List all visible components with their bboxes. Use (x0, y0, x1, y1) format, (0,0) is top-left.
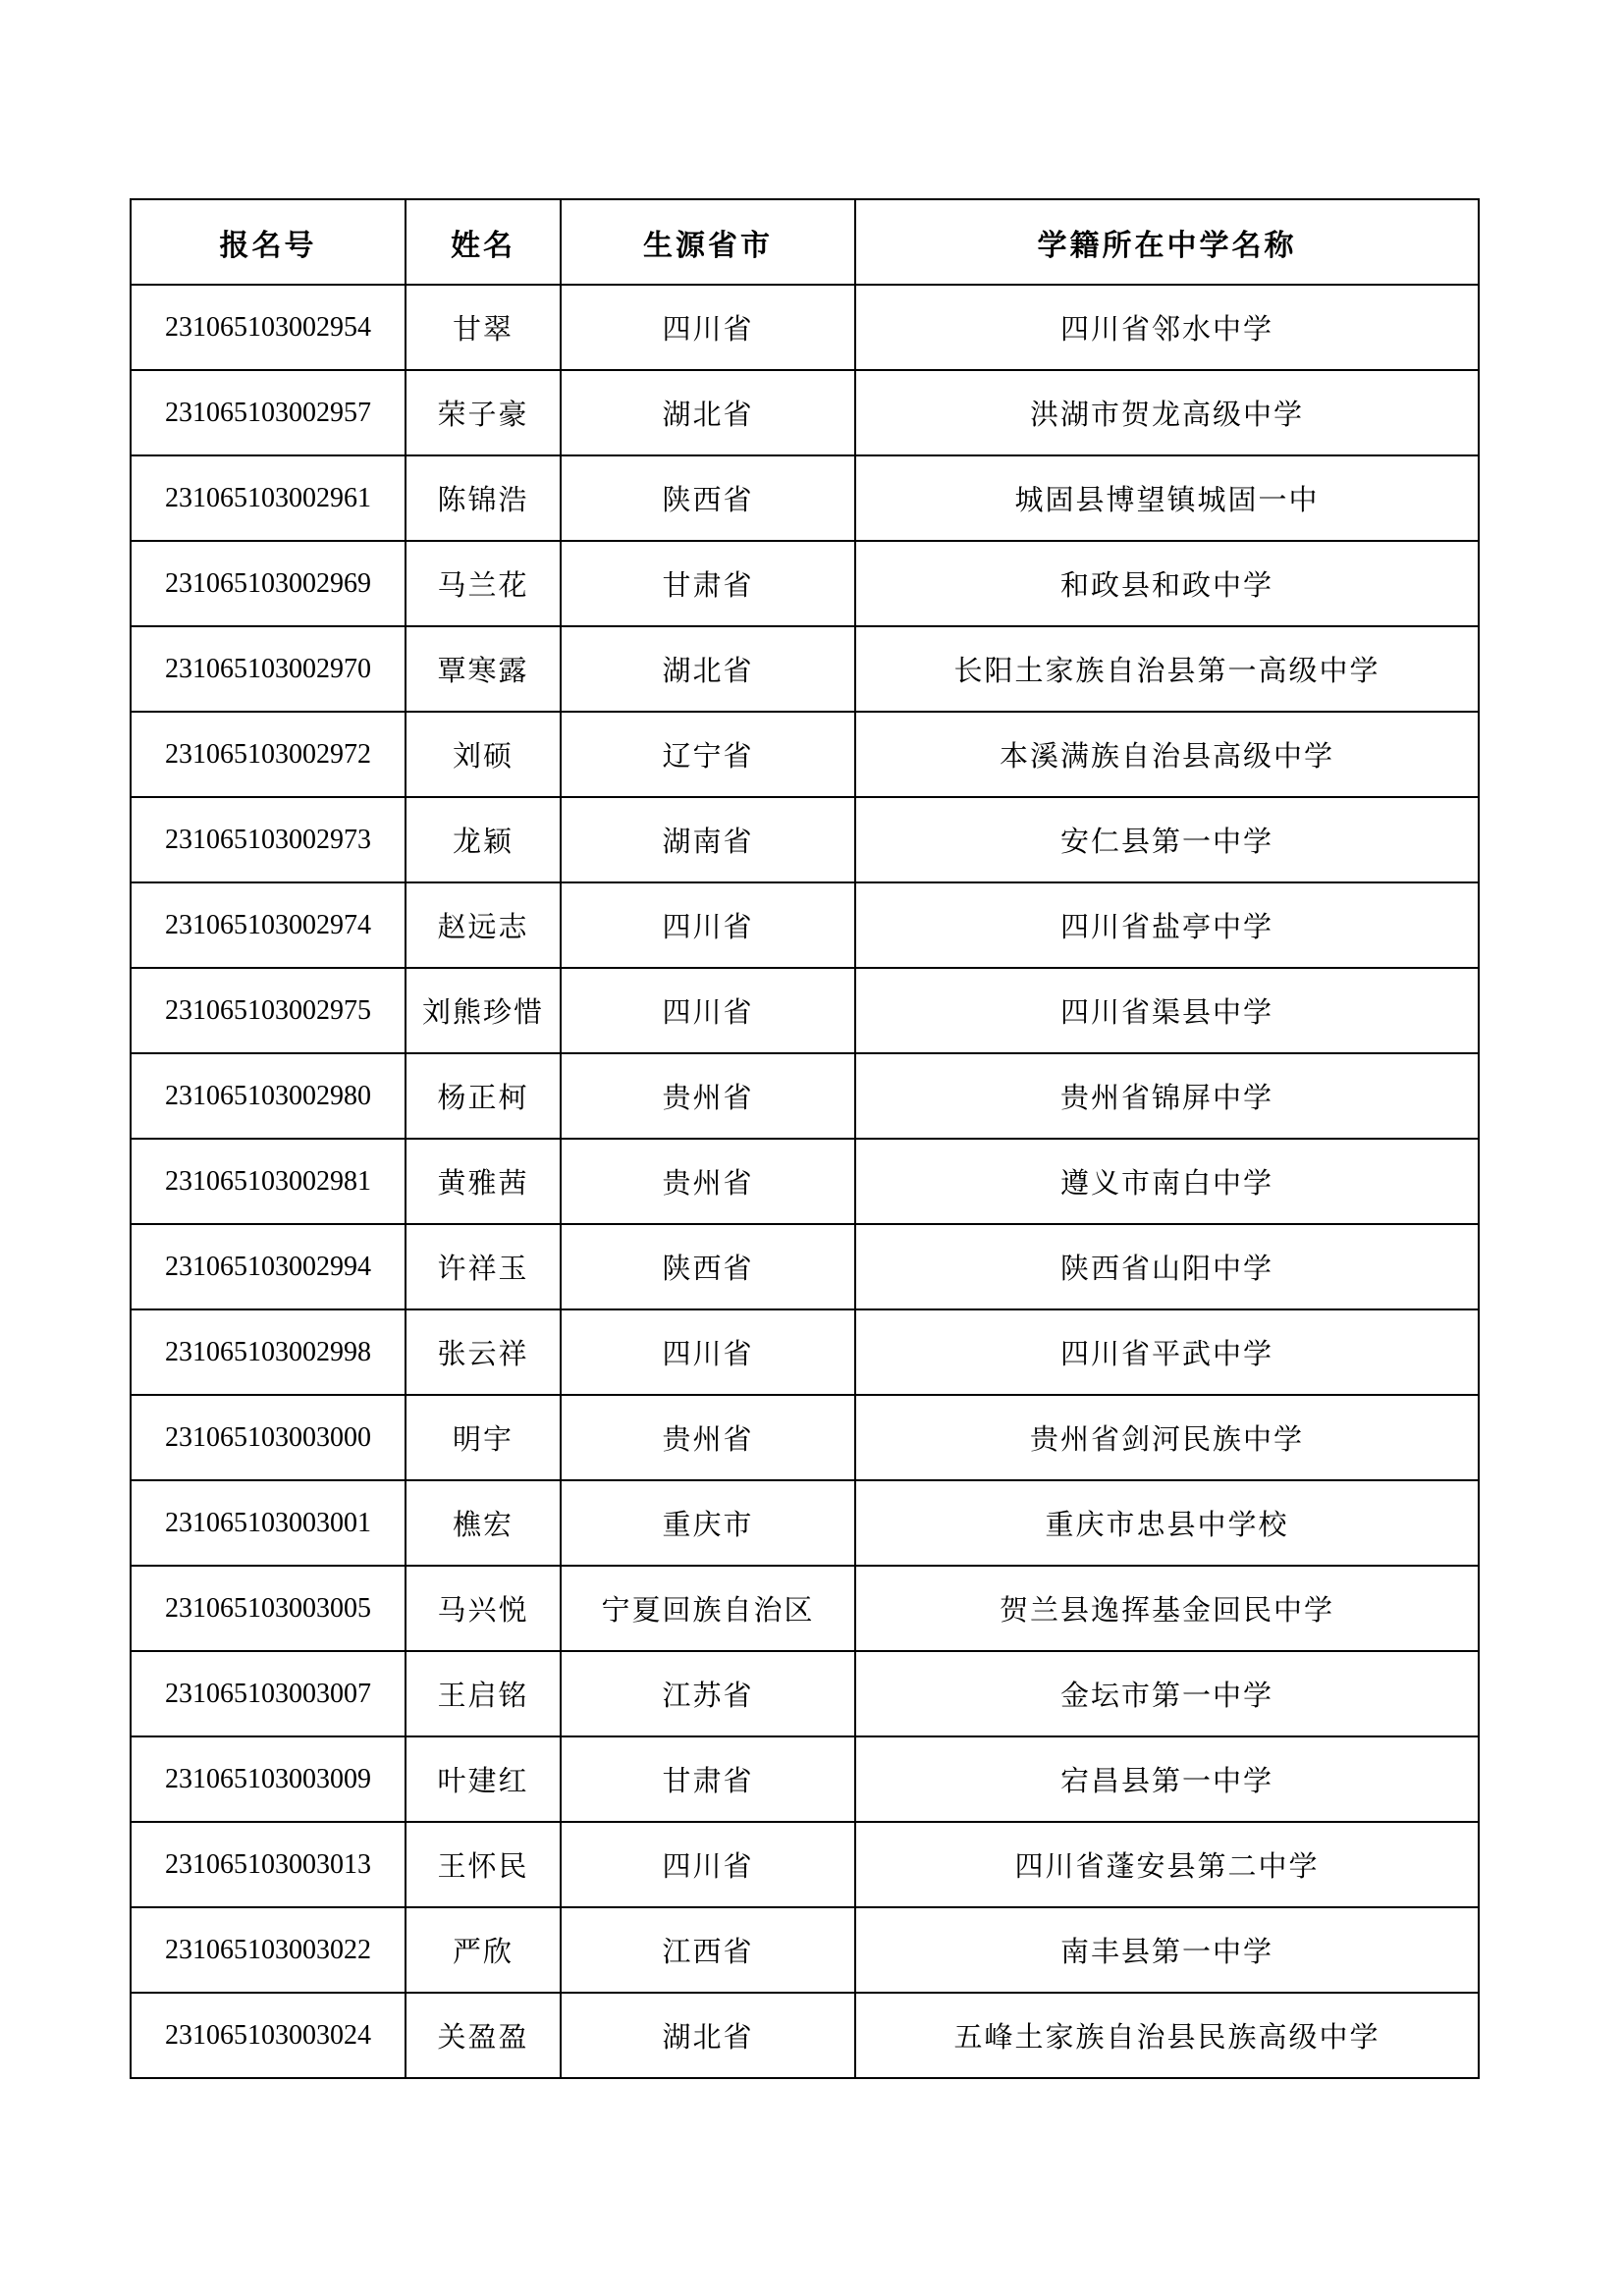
cell-province: 甘肃省 (561, 541, 855, 626)
cell-name: 赵远志 (406, 882, 561, 968)
cell-name: 龙颖 (406, 797, 561, 882)
cell-name: 明宇 (406, 1395, 561, 1480)
table-row (131, 1309, 1479, 1395)
table-row (131, 370, 1479, 455)
cell-school: 贺兰县逸挥基金回民中学 (855, 1566, 1479, 1651)
cell-name: 荣子豪 (406, 370, 561, 455)
cell-province: 贵州省 (561, 1139, 855, 1224)
cell-school: 四川省蓬安县第二中学 (855, 1822, 1479, 1907)
cell-province: 辽宁省 (561, 712, 855, 797)
cell-province: 四川省 (561, 968, 855, 1053)
cell-school: 重庆市忠县中学校 (855, 1480, 1479, 1566)
cell-province: 贵州省 (561, 1395, 855, 1480)
table-row (131, 541, 1479, 626)
table-row (131, 1566, 1479, 1651)
cell-registration-number: 231065103002994 (131, 1224, 406, 1309)
table-row (131, 455, 1479, 541)
cell-name: 王启铭 (406, 1651, 561, 1736)
cell-school: 五峰土家族自治县民族高级中学 (855, 1993, 1479, 2078)
cell-registration-number: 231065103002975 (131, 968, 406, 1053)
table-row (131, 1224, 1479, 1309)
cell-province: 江苏省 (561, 1651, 855, 1736)
cell-registration-number: 231065103003005 (131, 1566, 406, 1651)
cell-province: 湖北省 (561, 370, 855, 455)
table-header-row (131, 199, 1479, 285)
cell-school: 陕西省山阳中学 (855, 1224, 1479, 1309)
cell-registration-number: 231065103003009 (131, 1736, 406, 1822)
table-row (131, 1139, 1479, 1224)
cell-registration-number: 231065103003001 (131, 1480, 406, 1566)
cell-school: 安仁县第一中学 (855, 797, 1479, 882)
student-roster-table (130, 198, 1480, 2079)
cell-registration-number: 231065103002980 (131, 1053, 406, 1139)
cell-registration-number: 231065103002969 (131, 541, 406, 626)
table-row (131, 797, 1479, 882)
table-row (131, 1053, 1479, 1139)
cell-name: 刘熊珍惜 (406, 968, 561, 1053)
cell-registration-number: 231065103002961 (131, 455, 406, 541)
header-province: 生源省市 (561, 199, 855, 285)
cell-province: 陕西省 (561, 1224, 855, 1309)
cell-school: 四川省邻水中学 (855, 285, 1479, 370)
table-row (131, 968, 1479, 1053)
cell-school: 城固县博望镇城固一中 (855, 455, 1479, 541)
cell-school: 贵州省锦屏中学 (855, 1053, 1479, 1139)
cell-registration-number: 231065103003022 (131, 1907, 406, 1993)
cell-school: 金坛市第一中学 (855, 1651, 1479, 1736)
cell-name: 关盈盈 (406, 1993, 561, 2078)
cell-registration-number: 231065103002972 (131, 712, 406, 797)
cell-registration-number: 231065103003000 (131, 1395, 406, 1480)
cell-name: 王怀民 (406, 1822, 561, 1907)
table-row (131, 1736, 1479, 1822)
cell-name: 叶建红 (406, 1736, 561, 1822)
cell-registration-number: 231065103003007 (131, 1651, 406, 1736)
cell-registration-number: 231065103003013 (131, 1822, 406, 1907)
cell-province: 陕西省 (561, 455, 855, 541)
cell-registration-number: 231065103002954 (131, 285, 406, 370)
cell-province: 宁夏回族自治区 (561, 1566, 855, 1651)
cell-school: 南丰县第一中学 (855, 1907, 1479, 1993)
cell-name: 马兰花 (406, 541, 561, 626)
cell-name: 严欣 (406, 1907, 561, 1993)
cell-registration-number: 231065103002957 (131, 370, 406, 455)
table-body (131, 285, 1479, 2078)
cell-name: 樵宏 (406, 1480, 561, 1566)
table-row (131, 1993, 1479, 2078)
cell-name: 陈锦浩 (406, 455, 561, 541)
cell-province: 重庆市 (561, 1480, 855, 1566)
cell-registration-number: 231065103002970 (131, 626, 406, 712)
cell-school: 宕昌县第一中学 (855, 1736, 1479, 1822)
cell-school: 遵义市南白中学 (855, 1139, 1479, 1224)
cell-province: 四川省 (561, 1822, 855, 1907)
table-row (131, 1907, 1479, 1993)
cell-school: 四川省盐亭中学 (855, 882, 1479, 968)
cell-registration-number: 231065103002974 (131, 882, 406, 968)
cell-province: 湖北省 (561, 1993, 855, 2078)
table-row (131, 1822, 1479, 1907)
table-row (131, 1395, 1479, 1480)
cell-name: 许祥玉 (406, 1224, 561, 1309)
cell-school: 和政县和政中学 (855, 541, 1479, 626)
cell-name: 杨正柯 (406, 1053, 561, 1139)
cell-name: 刘硕 (406, 712, 561, 797)
table-row (131, 1480, 1479, 1566)
cell-registration-number: 231065103003024 (131, 1993, 406, 2078)
cell-province: 湖北省 (561, 626, 855, 712)
cell-name: 黄雅茜 (406, 1139, 561, 1224)
header-registration-number: 报名号 (131, 199, 406, 285)
table-row (131, 882, 1479, 968)
cell-school: 四川省渠县中学 (855, 968, 1479, 1053)
table-row (131, 712, 1479, 797)
cell-registration-number: 231065103002998 (131, 1309, 406, 1395)
table-row (131, 626, 1479, 712)
cell-province: 四川省 (561, 882, 855, 968)
table-row (131, 1651, 1479, 1736)
cell-name: 覃寒露 (406, 626, 561, 712)
header-name: 姓名 (406, 199, 561, 285)
cell-province: 湖南省 (561, 797, 855, 882)
cell-registration-number: 231065103002981 (131, 1139, 406, 1224)
header-school: 学籍所在中学名称 (855, 199, 1479, 285)
cell-province: 四川省 (561, 1309, 855, 1395)
cell-province: 甘肃省 (561, 1736, 855, 1822)
cell-school: 四川省平武中学 (855, 1309, 1479, 1395)
cell-name: 张云祥 (406, 1309, 561, 1395)
cell-name: 甘翠 (406, 285, 561, 370)
cell-province: 贵州省 (561, 1053, 855, 1139)
cell-province: 四川省 (561, 285, 855, 370)
table-row (131, 285, 1479, 370)
cell-registration-number: 231065103002973 (131, 797, 406, 882)
cell-school: 本溪满族自治县高级中学 (855, 712, 1479, 797)
cell-school: 贵州省剑河民族中学 (855, 1395, 1479, 1480)
cell-school: 长阳土家族自治县第一高级中学 (855, 626, 1479, 712)
cell-school: 洪湖市贺龙高级中学 (855, 370, 1479, 455)
cell-province: 江西省 (561, 1907, 855, 1993)
cell-name: 马兴悦 (406, 1566, 561, 1651)
